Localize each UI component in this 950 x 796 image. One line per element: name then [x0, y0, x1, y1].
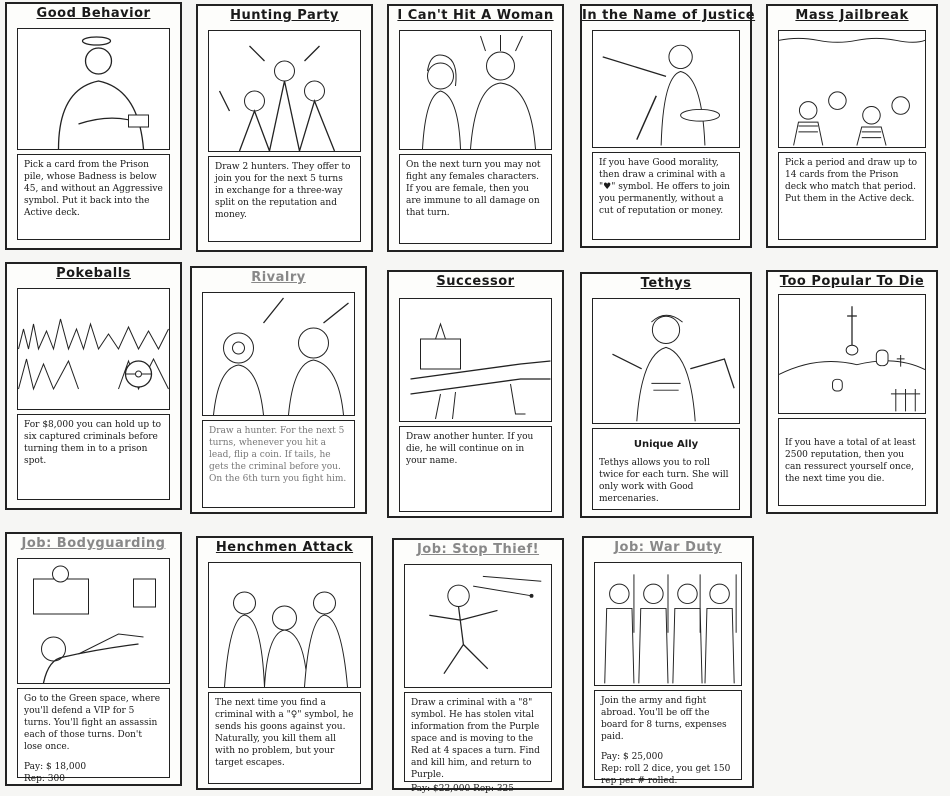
card-rivalry	[190, 266, 367, 514]
card-title: In the Name of Justice	[582, 8, 756, 23]
card-title: Job: Bodyguarding	[21, 536, 166, 551]
card-pay-rep: Pay: $22,000 Rep: 325	[411, 784, 515, 794]
card-heading: Unique Ally	[633, 439, 699, 450]
card-text-box	[17, 688, 170, 784]
card-title: Job: Stop Thief!	[416, 542, 540, 557]
card-text: Draw a criminal with a "8" symbol. He has stolen vital information from the Purple space and is moving to the Red at 4 spaces a turn. Find and kill him, and return to Purple.	[411, 698, 540, 780]
card-art-group-of-hunters	[208, 30, 361, 152]
card-pokeballs	[5, 262, 182, 510]
card-good-behavior	[5, 2, 182, 250]
card-title: Too Popular To Die	[779, 274, 925, 289]
card-text: Tethys allows you to roll twice for each turn. She will only work with Good mercenaries.	[599, 458, 729, 504]
card-text-box	[592, 428, 740, 510]
card-title: Good Behavior	[36, 6, 151, 21]
card-title: Rivalry	[251, 270, 306, 285]
card-title: Mass Jailbreak	[795, 8, 909, 23]
card-title: Pokeballs	[56, 266, 131, 281]
card-art-soldiers-lineup	[594, 562, 742, 686]
card-pay-rep: Pay: $ 18,000 Rep: 300	[24, 762, 87, 784]
card-pay-rep: Pay: $ 25,000 Rep: roll 2 dice, you get 150 rep per # rolled.	[601, 752, 731, 786]
card-henchmen-attack	[196, 536, 373, 790]
card-art-rivals-fighting	[202, 292, 355, 416]
card-art-man-and-woman	[399, 30, 552, 150]
card-text: Draw 2 hunters. They offer to join you for the next 5 turns in exchange for a three-way split on the reputation and money.	[208, 156, 361, 242]
card-mass-jailbreak	[766, 4, 938, 248]
card-job-stop-thief	[392, 538, 564, 794]
card-text-box	[404, 692, 552, 794]
card-art-running-thief	[404, 564, 552, 688]
card-text-box	[594, 690, 742, 786]
card-text: Join the army and fight abroad. You'll be off the board for 8 turns, expenses paid.	[601, 696, 727, 742]
card-text: The next time you find a criminal with a "♀" symbol, he sends his goons against you. Naturally, you kill them all with no problem, but your target escapes.	[208, 692, 361, 784]
card-art-henchmen-group	[208, 562, 361, 688]
card-text: Go to the Green space, where you'll defend a VIP for 5 turns. You'll fight an assassin each of those turns. Don't lose once.	[24, 694, 161, 752]
card-art-justice-heroes	[592, 30, 740, 148]
card-title: Tethys	[640, 276, 692, 291]
card-art-man-with-halo	[17, 28, 170, 150]
card-title: Hunting Party	[230, 8, 339, 23]
card-art-hand-from-grave	[778, 294, 926, 414]
card-successor	[387, 270, 564, 518]
card-art-bodyguard-scene	[17, 558, 170, 684]
card-name-of-justice	[580, 4, 756, 248]
card-text: For $8,000 you can hold up to six captured criminals before turning them in to a prison spot.	[17, 414, 170, 500]
card-art-pokeball-in-grass	[17, 288, 170, 410]
card-text: Pick a period and draw up to 14 cards from the Prison deck who match that period. Put them in the Active deck.	[778, 152, 926, 240]
card-title: Successor	[436, 274, 515, 289]
card-text: Pick a card from the Prison pile, whose Badness is below 45, and without an Aggressive symbol. Put it back into the Active deck.	[17, 154, 170, 240]
card-text: Draw another hunter. If you die, he will continue on in your name.	[399, 426, 552, 512]
card-art-tethys-portrait	[592, 298, 740, 424]
card-art-prisoners-escaping	[778, 30, 926, 148]
card-art-passing-hand	[399, 298, 552, 422]
card-text: Draw a hunter. For the next 5 turns, whenever you hit a lead, flip a coin. If tails, he gets the criminal before you. On the 6th turn you fight him.	[202, 420, 355, 508]
card-job-bodyguarding	[5, 532, 182, 786]
card-cant-hit-woman	[387, 4, 564, 252]
card-title: Job: War Duty	[614, 540, 722, 555]
card-text: On the next turn you may not fight any females characters. If you are female, then you are immune to all damage on that turn.	[399, 154, 552, 244]
card-job-war-duty	[582, 536, 754, 788]
card-tethys	[580, 272, 752, 518]
card-text: If you have Good morality, then draw a criminal with a "♥" symbol. He offers to join you permanently, without a cut of reputation or money.	[592, 152, 740, 240]
card-text: If you have a total of at least 2500 reputation, then you can ressurect yourself once, the next time you die.	[778, 418, 926, 506]
card-hunting-party	[196, 4, 373, 252]
card-title: I Can't Hit A Woman	[397, 8, 554, 23]
card-title: Henchmen Attack	[215, 540, 354, 555]
card-too-popular-to-die	[766, 270, 938, 514]
